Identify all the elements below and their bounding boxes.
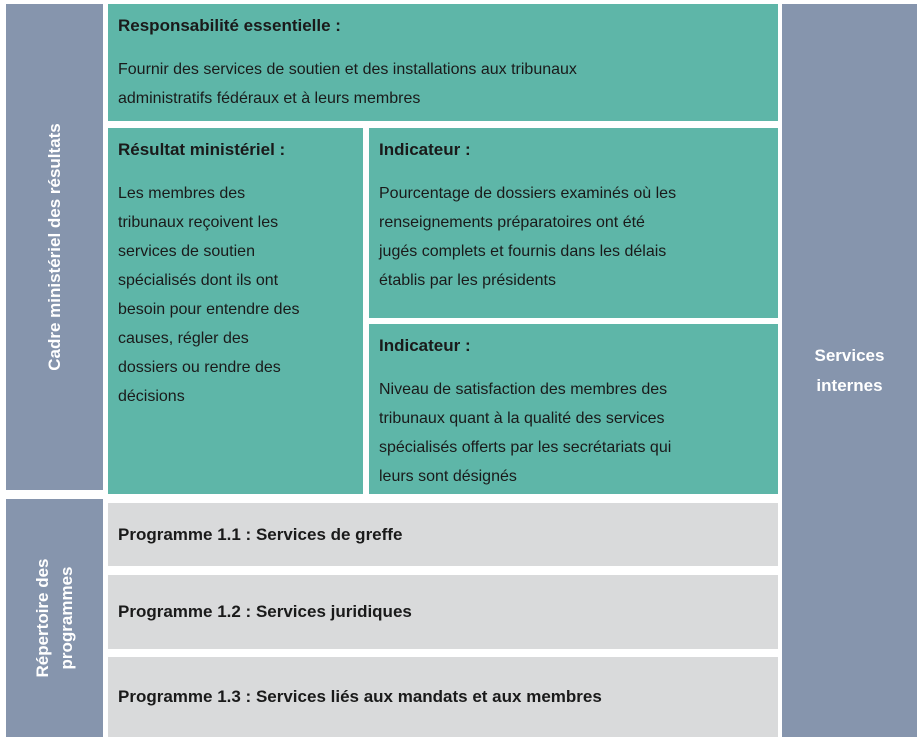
departmental-result-box <box>108 128 363 494</box>
program-row-1-1 <box>108 503 778 566</box>
left-rail-programs-section <box>6 499 103 737</box>
program-inventory-label: Répertoire des programmes <box>32 558 76 678</box>
program-1-1-label: Programme 1.1 : Services de greffe <box>118 524 403 544</box>
program-row-1-3 <box>108 657 778 737</box>
results-framework-label: Cadre ministériel des résultats <box>44 123 64 371</box>
program-row-1-2 <box>108 575 778 649</box>
departmental-result-heading: Résultat ministériel : <box>118 140 286 159</box>
indicator-2-text: Niveau de satisfaction des membres des tribunaux quant à la qualité des services spécialisés offerts par les secrétariats qui leurs sont désignés <box>379 381 672 485</box>
core-responsibility-heading: Responsabilité essentielle : <box>118 16 341 35</box>
internal-services-label: Services internes <box>814 345 885 395</box>
indicator-box-1 <box>369 128 778 318</box>
left-rail-results-section <box>6 4 103 490</box>
indicator-1-text: Pourcentage de dossiers examinés où les renseignements préparatoires ont été jugés complets et fournis dans les délais établis par les présidents <box>379 185 677 289</box>
indicator-2-heading: Indicateur : <box>379 336 471 355</box>
core-responsibility-box <box>108 4 778 121</box>
right-rail-internal-services <box>782 4 917 737</box>
program-1-3-label: Programme 1.3 : Services liés aux mandats et aux membres <box>118 687 602 706</box>
indicator-box-2 <box>369 324 778 494</box>
program-1-2-label: Programme 1.2 : Services juridiques <box>118 602 412 621</box>
indicator-1-heading: Indicateur : <box>379 140 471 159</box>
departmental-result-text: Les membres des tribunaux reçoivent les services de soutien spécialisés dont ils ont besoin pour entendre des causes, régler des dossiers ou rendre des décisions <box>118 185 300 405</box>
core-responsibility-text: Fournir des services de soutien et des installations aux tribunaux administratifs fédéraux et à leurs membres <box>118 61 577 107</box>
